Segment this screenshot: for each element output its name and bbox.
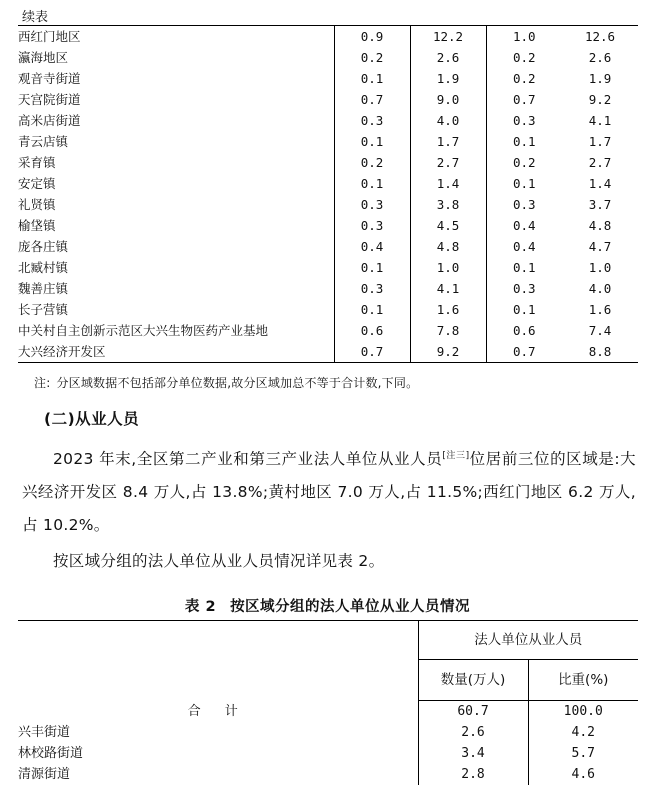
row-value-3: 0.1 <box>512 302 536 317</box>
table2-total-row <box>18 701 638 723</box>
row-value-3: 0.2 <box>512 71 536 86</box>
row-value-1: 0.1 <box>334 68 410 89</box>
table-row <box>18 194 638 215</box>
row-value-2: 7.8 <box>410 320 486 341</box>
row-value-4: 1.6 <box>588 302 612 317</box>
row-value-3: 0.7 <box>512 344 536 359</box>
table2-group-header: 法人单位从业人员 <box>418 621 638 660</box>
row-value-2: 1.0 <box>410 257 486 278</box>
row-value-2: 4.1 <box>410 278 486 299</box>
row-value-4: 1.0 <box>588 260 612 275</box>
row-value-1: 0.3 <box>334 110 410 131</box>
row-value-1: 0.2 <box>334 152 410 173</box>
row-label: 瀛海地区 <box>18 50 69 65</box>
row-value-1: 2.8 <box>418 764 528 785</box>
table-row <box>18 131 638 152</box>
row-value-3: 0.7 <box>512 92 536 107</box>
paragraph-part-1: 2023 年末,全区第二产业和第三产业法人单位从业人员 <box>53 450 443 469</box>
row-value-2: 4.8 <box>410 236 486 257</box>
table-continued <box>18 25 638 363</box>
row-value-4: 1.7 <box>588 134 612 149</box>
row-value-1: 0.3 <box>334 278 410 299</box>
table-row <box>18 320 638 341</box>
row-value-1: 0.3 <box>334 194 410 215</box>
row-value-1: 0.2 <box>334 47 410 68</box>
footnote-marker: [注三] <box>442 451 470 461</box>
row-value-1: 0.1 <box>334 257 410 278</box>
row-value-2: 1.6 <box>410 299 486 320</box>
row-value-4: 9.2 <box>588 92 612 107</box>
row-value-3: 0.3 <box>512 113 536 128</box>
row-label: 林校路街道 <box>18 746 84 761</box>
table2-header-group-row <box>18 621 638 660</box>
table2-number: 表 2 <box>184 599 217 615</box>
note-text: 分区域数据不包括部分单位数据,故分区域加总不等于合计数,下同。 <box>56 376 419 390</box>
row-value-4: 4.0 <box>588 281 612 296</box>
paragraph-table-reference: 按区域分组的法人单位从业人员情况详见表 2。 <box>53 552 385 570</box>
row-label: 天宫院街道 <box>18 92 81 107</box>
table-row <box>18 215 638 236</box>
row-value-4: 2.6 <box>588 50 612 65</box>
row-value-2: 4.5 <box>410 215 486 236</box>
row-value-3: 0.1 <box>512 134 536 149</box>
row-value-2: 1.7 <box>410 131 486 152</box>
total-value-2: 100.0 <box>528 701 638 723</box>
table-row <box>18 722 638 743</box>
header-spacer-2 <box>18 660 418 701</box>
row-label: 兴丰街道 <box>18 725 71 740</box>
row-value-2: 4.0 <box>410 110 486 131</box>
row-value-4: 2.7 <box>588 155 612 170</box>
row-label: 高米店街道 <box>18 113 81 128</box>
table-row <box>18 236 638 257</box>
table-row <box>18 257 638 278</box>
row-label: 观音寺街道 <box>18 71 81 86</box>
row-value-2: 2.6 <box>410 47 486 68</box>
paragraph-part-2: 位居前三位的区域是:大兴经济开发区 8.4 万人,占 13.8%;黄村地区 7.0 万人,占 11.5%;西红门地区 6.2 万人,占 10.2%。 <box>22 450 636 535</box>
table-continued-body <box>18 26 638 363</box>
table-row <box>18 152 638 173</box>
row-value-1: 0.1 <box>334 131 410 152</box>
total-value-1: 60.7 <box>418 701 528 723</box>
row-value-3: 0.4 <box>512 218 536 233</box>
row-value-2: 4.6 <box>528 764 638 785</box>
table-row <box>18 47 638 68</box>
row-label: 清源街道 <box>18 767 71 782</box>
table-row <box>18 341 638 363</box>
row-value-1: 2.6 <box>418 722 528 743</box>
row-label: 采育镇 <box>18 155 56 170</box>
row-label: 青云店镇 <box>18 134 69 149</box>
row-label: 榆垡镇 <box>18 218 56 233</box>
row-value-4: 4.7 <box>588 239 612 254</box>
note-label: 注: <box>34 376 51 390</box>
row-label: 北臧村镇 <box>18 260 69 275</box>
row-label: 长子营镇 <box>18 302 69 317</box>
row-label: 魏善庄镇 <box>18 281 69 296</box>
row-value-3: 0.2 <box>512 155 536 170</box>
row-value-3: 0.4 <box>512 239 536 254</box>
row-value-4: 3.7 <box>588 197 612 212</box>
row-value-3: 0.6 <box>512 323 536 338</box>
row-value-2: 9.0 <box>410 89 486 110</box>
paragraph-employment <box>22 440 636 542</box>
table-row <box>18 743 638 764</box>
row-value-2: 2.7 <box>410 152 486 173</box>
table-row <box>18 110 638 131</box>
table-row <box>18 89 638 110</box>
table2-header-row <box>18 660 638 701</box>
row-value-3: 0.1 <box>512 176 536 191</box>
row-label: 庞各庄镇 <box>18 239 69 254</box>
row-value-3: 1.0 <box>512 29 536 44</box>
row-value-2: 12.2 <box>410 26 486 48</box>
table2-col-header-1: 数量(万人) <box>418 660 528 701</box>
section-heading: (二)从业人员 <box>44 410 140 428</box>
row-value-1: 0.1 <box>334 173 410 194</box>
row-value-3: 0.2 <box>512 50 536 65</box>
table-note <box>34 374 418 391</box>
row-value-2: 1.9 <box>410 68 486 89</box>
row-value-3: 0.3 <box>512 197 536 212</box>
table-row <box>18 278 638 299</box>
row-value-2: 1.4 <box>410 173 486 194</box>
row-value-2: 3.8 <box>410 194 486 215</box>
row-label: 大兴经济开发区 <box>18 344 106 359</box>
row-label: 安定镇 <box>18 176 56 191</box>
total-row-label: 合 计 <box>187 703 248 719</box>
row-value-1: 0.9 <box>334 26 410 48</box>
table-row <box>18 299 638 320</box>
row-value-4: 7.4 <box>588 323 612 338</box>
table2-title <box>0 595 655 616</box>
row-value-4: 1.4 <box>588 176 612 191</box>
row-value-4: 4.1 <box>588 113 612 128</box>
table-row <box>18 764 638 785</box>
table-row <box>18 26 638 48</box>
row-label: 西红门地区 <box>18 29 81 44</box>
row-value-4: 8.8 <box>588 344 612 359</box>
row-value-4: 12.6 <box>584 29 616 44</box>
table-row <box>18 68 638 89</box>
table-continued-wrapper <box>18 25 638 363</box>
row-value-1: 0.7 <box>334 89 410 110</box>
table2-wrapper <box>18 620 638 785</box>
table2-col-header-2: 比重(%) <box>528 660 638 701</box>
table2 <box>18 620 638 785</box>
row-label: 礼贤镇 <box>18 197 56 212</box>
row-value-2: 5.7 <box>528 743 638 764</box>
table2-body <box>18 621 638 786</box>
row-value-3: 0.1 <box>512 260 536 275</box>
row-value-1: 0.7 <box>334 341 410 363</box>
continued-table-label: 续表 <box>22 10 49 25</box>
row-value-4: 4.8 <box>588 218 612 233</box>
row-value-1: 3.4 <box>418 743 528 764</box>
row-value-1: 0.3 <box>334 215 410 236</box>
table-row <box>18 173 638 194</box>
row-value-1: 0.1 <box>334 299 410 320</box>
row-value-1: 0.4 <box>334 236 410 257</box>
row-value-1: 0.6 <box>334 320 410 341</box>
row-value-2: 4.2 <box>528 722 638 743</box>
header-spacer <box>18 621 418 660</box>
table2-caption: 按区域分组的法人单位从业人员情况 <box>230 599 471 615</box>
row-value-3: 0.3 <box>512 281 536 296</box>
row-value-2: 9.2 <box>410 341 486 363</box>
row-label: 中关村自主创新示范区大兴生物医药产业基地 <box>18 323 269 338</box>
row-value-4: 1.9 <box>588 71 612 86</box>
